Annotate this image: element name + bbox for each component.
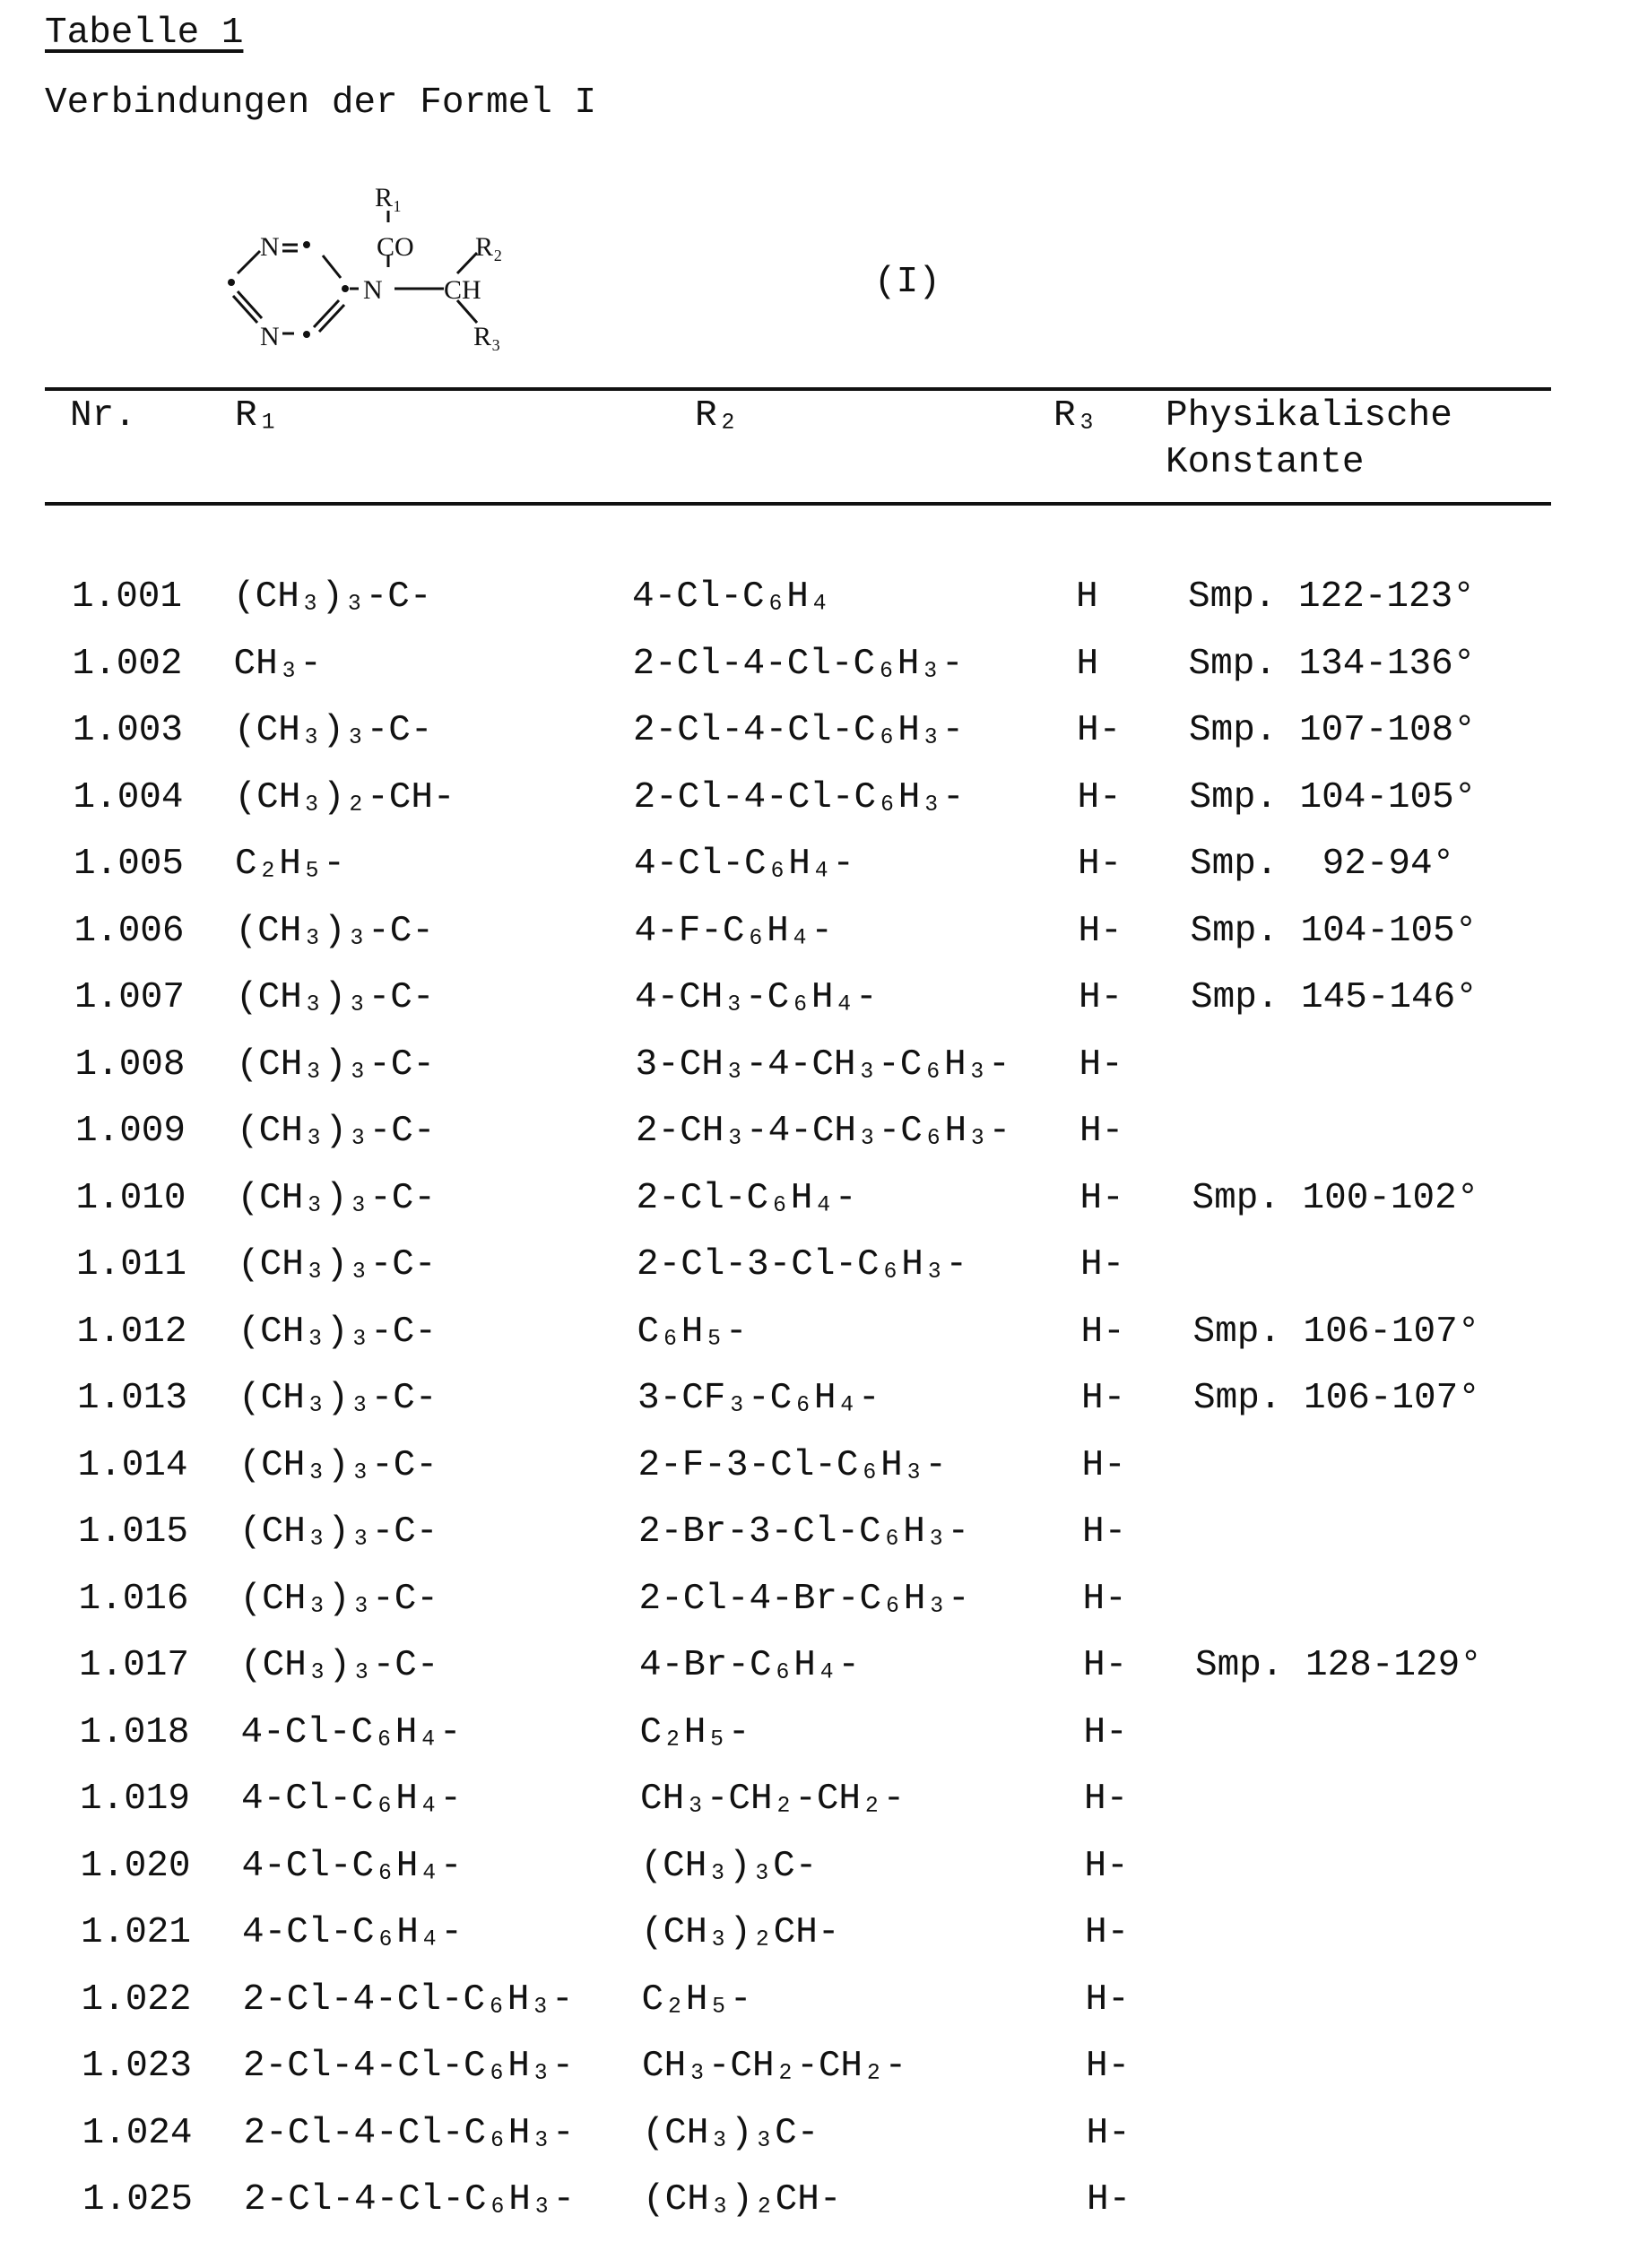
ring-nitrogen-top: N <box>260 232 280 262</box>
cell-r2: 4-F-C₆H₄- <box>635 910 833 953</box>
cell-phys: Smp. 106-107° <box>1193 1311 1480 1354</box>
cell-r2: 2-Cl-3-Cl-C₆H₃- <box>637 1243 967 1286</box>
cell-r2: CH₃-CH₂-CH₂- <box>642 2045 906 2088</box>
cell-nr: 1.005 <box>74 843 184 886</box>
cell-r2: 2-F-3-Cl-C₆H₃- <box>638 1444 947 1487</box>
cell-r2: CH₃-CH₂-CH₂- <box>640 1778 905 1821</box>
cell-r3: H- <box>1079 1043 1123 1086</box>
cell-r2: 2-Cl-4-Cl-C₆H₃- <box>634 776 965 819</box>
cell-r1: (CH₃)₃-C- <box>238 1177 436 1220</box>
cell-nr: 1.022 <box>82 1978 192 2021</box>
cell-nr: 1.019 <box>80 1778 190 1821</box>
cell-nr: 1.002 <box>73 643 183 686</box>
cell-r2: C₂H₅- <box>640 1711 750 1754</box>
cell-r3: H- <box>1081 1311 1125 1354</box>
cell-r2: C₆H₅- <box>637 1311 748 1354</box>
cell-nr: 1.021 <box>81 1911 191 1954</box>
cell-r1: (CH₃)₃-C- <box>238 1243 436 1286</box>
header-r1: R₁ <box>235 394 279 437</box>
cell-nr: 1.008 <box>75 1043 186 1086</box>
cell-nr: 1.024 <box>82 2112 193 2155</box>
cell-r2: (CH₃)₃C- <box>641 1845 818 1888</box>
substituent-r2: R₂ <box>475 232 502 262</box>
cell-nr: 1.011 <box>76 1243 186 1286</box>
cell-r3: H- <box>1083 1578 1127 1621</box>
cell-r2: 4-CH₃-C₆H₄- <box>635 976 878 1019</box>
cell-r3: H- <box>1084 1778 1128 1821</box>
cell-phys: Smp. 107-108° <box>1189 709 1476 752</box>
cell-phys: Smp. 106-107° <box>1193 1377 1480 1420</box>
cell-nr: 1.017 <box>79 1644 189 1687</box>
cell-nr: 1.003 <box>73 709 183 752</box>
header-nr: Nr. <box>70 394 136 437</box>
cell-r1: (CH₃)₃-C- <box>236 910 434 953</box>
cell-r1: (CH₃)₃-C- <box>234 709 432 752</box>
cell-phys: Smp. 134-136° <box>1189 643 1476 686</box>
cell-r3: H- <box>1081 1377 1125 1420</box>
cell-r1: 4-Cl-C₆H₄- <box>242 1845 463 1888</box>
cell-r2: 2-CH₃-4-CH₃-C₆H₃- <box>636 1110 1010 1153</box>
table-subtitle: Verbindungen der Formel I <box>45 82 596 124</box>
cell-r1: (CH₃)₃-C- <box>238 1377 437 1420</box>
header-phys-line1: Physikalische <box>1166 394 1452 437</box>
cell-r2: 4-Br-C₆H₄- <box>639 1644 860 1687</box>
cell-r1: CH₃- <box>234 643 322 686</box>
cell-r1: (CH₃)₃-C- <box>237 1043 435 1086</box>
cell-r1: (CH₃)₃-C- <box>240 1644 438 1687</box>
cell-r2: 4-Cl-C₆H₄ <box>632 576 830 619</box>
cell-r3: H- <box>1077 709 1121 752</box>
cell-r3: H- <box>1082 1511 1126 1554</box>
header-top-rule <box>45 387 1551 391</box>
cell-r2: 2-Br-3-Cl-C₆H₃- <box>638 1511 969 1554</box>
substituent-r1: R₁ <box>375 183 402 212</box>
formula-label: (I) <box>874 262 941 303</box>
cell-nr: 1.007 <box>74 976 185 1019</box>
cell-r2: C₂H₅- <box>642 1978 752 2021</box>
cell-nr: 1.016 <box>79 1578 189 1621</box>
cell-r1: (CH₃)₃-C- <box>236 976 434 1019</box>
cell-nr: 1.009 <box>75 1110 186 1153</box>
cell-r2: 3-CH₃-4-CH₃-C₆H₃- <box>636 1043 1010 1086</box>
cell-r3: H- <box>1082 1444 1126 1487</box>
cell-phys: Smp. 104-105° <box>1190 776 1477 819</box>
cell-r1: 4-Cl-C₆H₄- <box>241 1778 462 1821</box>
header-bottom-rule <box>45 502 1551 506</box>
cell-r1: (CH₃)₂-CH- <box>235 776 455 819</box>
cell-r1: (CH₃)₃-C- <box>240 1578 438 1621</box>
cell-nr: 1.012 <box>77 1311 187 1354</box>
cell-nr: 1.013 <box>77 1377 187 1420</box>
cell-r3: H- <box>1079 1110 1123 1153</box>
cell-r1: 2-Cl-4-Cl-C₆H₃- <box>243 2045 574 2088</box>
cell-r2: 2-Cl-4-Cl-C₆H₃- <box>633 709 964 752</box>
cell-r1: (CH₃)₃-C- <box>237 1110 435 1153</box>
cell-nr: 1.023 <box>82 2045 192 2088</box>
cell-r3: H- <box>1079 976 1123 1019</box>
cell-nr: 1.001 <box>72 576 182 619</box>
cell-r2: 4-Cl-C₆H₄- <box>634 843 854 886</box>
structural-formula <box>215 170 592 359</box>
ring-nitrogen-bottom: N <box>260 322 280 351</box>
cell-nr: 1.010 <box>76 1177 186 1220</box>
cell-r1: C₂H₅- <box>235 843 345 886</box>
cell-r3: H <box>1076 576 1098 619</box>
cell-r3: H- <box>1080 1177 1124 1220</box>
cell-r2: (CH₃)₃C- <box>643 2112 819 2155</box>
cell-r1: 2-Cl-4-Cl-C₆H₃- <box>243 1978 574 2021</box>
substituent-r3: R₃ <box>473 322 500 351</box>
cell-r3: H- <box>1087 2112 1131 2155</box>
cell-r1: 2-Cl-4-Cl-C₆H₃- <box>244 2112 575 2155</box>
cell-r1: (CH₃)₃-C- <box>239 1444 438 1487</box>
cell-r1: (CH₃)₃-C- <box>239 1511 438 1554</box>
cell-r2: (CH₃)₂CH- <box>643 2178 841 2221</box>
cell-r1: (CH₃)₃-C- <box>238 1311 437 1354</box>
cell-phys: Smp. 145-146° <box>1191 976 1478 1019</box>
cell-r3: H- <box>1087 2178 1131 2221</box>
cell-nr: 1.004 <box>74 776 184 819</box>
header-phys-line2: Konstante <box>1166 441 1364 484</box>
cell-r3: H- <box>1078 776 1122 819</box>
cell-r2: 2-Cl-C₆H₄- <box>637 1177 857 1220</box>
cell-phys: Smp. 92-94° <box>1190 843 1454 886</box>
methine-group: CH <box>444 275 481 305</box>
cell-r2: (CH₃)₂CH- <box>641 1911 839 1954</box>
cell-nr: 1.014 <box>78 1444 188 1487</box>
cell-nr: 1.015 <box>78 1511 188 1554</box>
cell-phys: Smp. 122-123° <box>1188 576 1475 619</box>
cell-r1: 2-Cl-4-Cl-C₆H₃- <box>244 2178 575 2221</box>
amide-nitrogen: N <box>363 275 383 305</box>
cell-r2: 2-Cl-4-Br-C₆H₃- <box>639 1578 970 1621</box>
cell-nr: 1.020 <box>81 1845 191 1888</box>
cell-r3: H- <box>1078 843 1122 886</box>
cell-phys: Smp. 128-129° <box>1195 1644 1482 1687</box>
cell-r3: H- <box>1084 1711 1128 1754</box>
cell-r3: H- <box>1079 910 1123 953</box>
cell-phys: Smp. 104-105° <box>1191 910 1478 953</box>
table-title: Tabelle 1 <box>45 13 243 54</box>
cell-phys: Smp. 100-102° <box>1192 1177 1479 1220</box>
cell-r1: 4-Cl-C₆H₄- <box>241 1711 462 1754</box>
cell-r1: 4-Cl-C₆H₄- <box>242 1911 463 1954</box>
cell-nr: 1.006 <box>74 910 185 953</box>
cell-r3: H- <box>1086 2045 1130 2088</box>
cell-r3: H <box>1077 643 1099 686</box>
header-r2: R₂ <box>695 394 739 437</box>
cell-r2: 2-Cl-4-Cl-C₆H₃- <box>633 643 964 686</box>
cell-r3: H- <box>1085 1845 1129 1888</box>
cell-r3: H- <box>1086 1978 1130 2021</box>
cell-nr: 1.018 <box>80 1711 190 1754</box>
cell-nr: 1.025 <box>82 2178 193 2221</box>
cell-r3: H- <box>1083 1644 1127 1687</box>
cell-r1: (CH₃)₃-C- <box>233 576 431 619</box>
header-r3: R₃ <box>1053 394 1097 437</box>
cell-r2: 3-CF₃-C₆H₄- <box>637 1377 880 1420</box>
cell-r3: H- <box>1085 1911 1129 1954</box>
carbonyl-group: CO <box>377 232 414 262</box>
cell-r3: H- <box>1080 1243 1124 1286</box>
